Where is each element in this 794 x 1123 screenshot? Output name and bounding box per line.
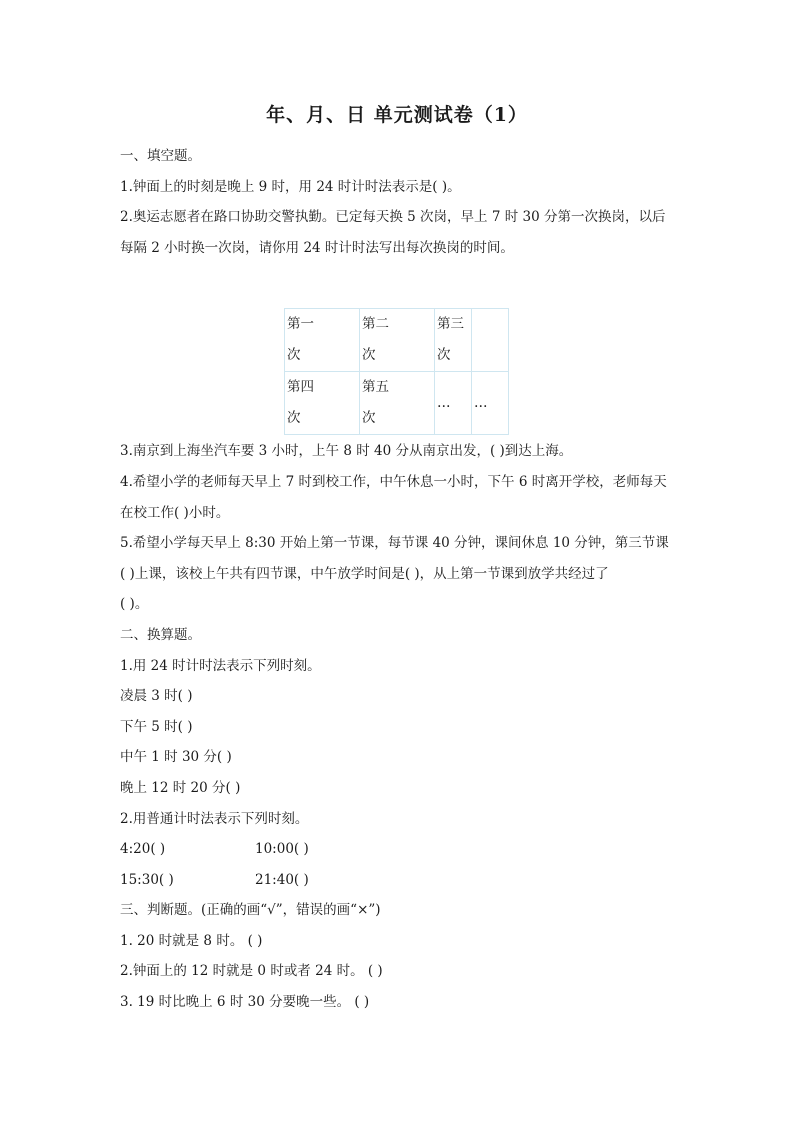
judgement-item: 1. 20 时就是 8 时。 ( ) [120, 932, 263, 949]
judgement-item: 2.钟面上的 12 时就是 0 时或者 24 时。 ( ) [120, 963, 383, 980]
table-cell-shift-3: 第三 次 [435, 309, 472, 372]
table-cell-shift-1: 第一 次 [285, 309, 360, 372]
table-cell-ellipsis-1: … [435, 372, 472, 435]
conversion-item: 凌晨 3 时( ) [120, 688, 193, 705]
conversion-item: 中午 1 时 30 分( ) [120, 749, 232, 766]
conversion-item: 下午 5 时( ) [120, 718, 193, 735]
shift-table [284, 308, 509, 435]
table-cell-shift-5: 第五 次 [360, 372, 435, 435]
page-title: 年、月、日 单元测试卷（1） [266, 104, 528, 126]
table-cell-shift-4: 第四 次 [285, 372, 360, 435]
question-1-1: 1.钟面上的时刻是晚上 9 时，用 24 时计时法表示是( )。 [120, 178, 461, 195]
section-2-heading: 二、换算题。 [120, 626, 201, 643]
question-1-5-line3: ( )。 [120, 596, 149, 613]
section-3-heading: 三、判断题。(正确的画“√”，错误的画“×”) [120, 902, 381, 919]
table-cell-shift-2: 第二 次 [360, 309, 435, 372]
table-row [285, 309, 509, 372]
conversion-item: 4:20( ) [120, 841, 166, 858]
question-1-4-line2: 在校工作( )小时。 [120, 504, 230, 521]
question-1-2-line2: 每隔 2 小时换一次岗，请你用 24 时计时法写出每次换岗的时间。 [120, 239, 514, 256]
conversion-row [120, 839, 680, 870]
question-2-1: 1.用 24 时计时法表示下列时刻。 [120, 657, 321, 674]
judgement-item: 3. 19 时比晚上 6 时 30 分要晚一些。 ( ) [120, 994, 370, 1011]
question-2-2: 2.用普通计时法表示下列时刻。 [120, 810, 309, 827]
question-1-4-line1: 4.希望小学的老师每天早上 7 时到校工作，中午休息一小时，下午 6 时离开学校，老师每天 [120, 473, 667, 490]
question-1-2-line1: 2.奥运志愿者在路口协助交警执勤。已定每天换 5 次岗，早上 7 时 30 分第一次换岗，以后 [120, 209, 666, 226]
conversion-item: 10:00( ) [255, 841, 309, 858]
table-row [285, 372, 509, 435]
conversion-item: 21:40( ) [255, 871, 309, 888]
question-1-5-line1: 5.希望小学每天早上 8:30 开始上第一节课，每节课 40 分钟，课间休息 10 分钟，第三节课 [120, 535, 669, 552]
exam-content [120, 146, 680, 1023]
question-1-3: 3.南京到上海坐汽车要 3 小时，上午 8 时 40 分从南京出发，( )到达上海。 [120, 443, 573, 460]
shift-table-wrapper [280, 308, 680, 441]
question-1-5-line2: ( )上课，该校上午共有四节课，中午放学时间是( )，从上第一节课到放学共经过了 [120, 565, 609, 582]
conversion-item: 15:30( ) [120, 871, 174, 888]
table-cell-ellipsis-2: … [472, 372, 509, 435]
conversion-row [120, 870, 680, 901]
conversion-item: 晚上 12 时 20 分( ) [120, 779, 241, 796]
table-cell-empty [472, 309, 509, 372]
section-1-heading: 一、填空题。 [120, 148, 201, 164]
